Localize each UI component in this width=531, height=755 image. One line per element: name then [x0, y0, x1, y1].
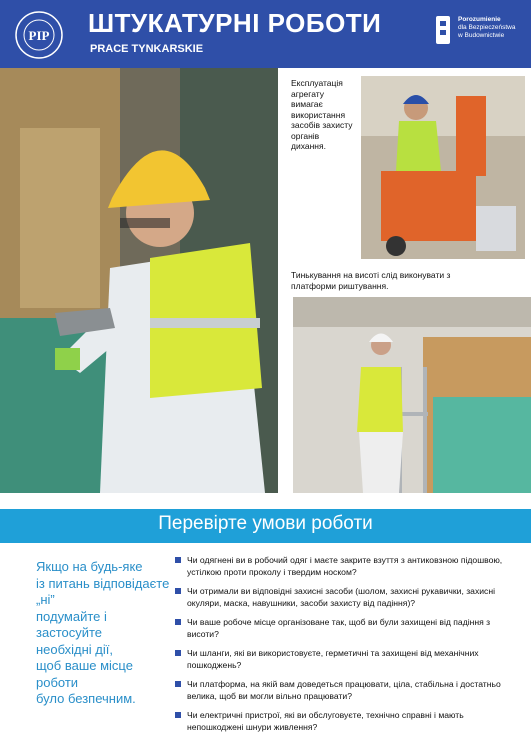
- question-text: Чи ваше робоче місце організоване так, щоб ви були захищені від падіння з висоти?: [187, 617, 491, 639]
- question-text: Чи отримали ви відповідні захисні засоби (шолом, захисні рукавички, захисні окуляри, маска, навушники, засоби захисту від падіння)?: [187, 586, 496, 608]
- brand-line-3: w Budownictwie: [458, 32, 505, 39]
- bullet-icon: [175, 712, 181, 718]
- bullet-icon: [175, 650, 181, 656]
- intro-line-5: щоб ваше місце роботи: [36, 658, 133, 690]
- intro-line-4: необхідні дії,: [36, 641, 114, 657]
- pip-seal-icon: [14, 10, 64, 60]
- list-item: [175, 710, 520, 733]
- photo-worker-plastering: [0, 68, 278, 493]
- caption-scaffold: Тинькування на висоті слід виконувати з платформи риштування.: [291, 270, 451, 291]
- intro-line-2: із питань відповідаєте „ні”: [36, 575, 170, 607]
- page-title: ШТУКАТУРНІ РОБОТИ: [88, 8, 382, 38]
- intro-line-3: подумайте і застосуйте: [36, 608, 107, 640]
- brand-line-2: dla Bezpieczeństwa: [458, 24, 516, 31]
- photo-plaster-machine: [361, 76, 525, 259]
- question-text: Чи платформа, на якій вам доведеться працювати, ціла, стабільна і достатньо велика, щоб ви могли вільно працювати?: [187, 679, 501, 701]
- brand-text: [458, 16, 528, 40]
- bullet-icon: [175, 619, 181, 625]
- bullet-icon: [175, 681, 181, 687]
- bullet-icon: [175, 557, 181, 563]
- question-text: Чи шланги, які ви використовуєте, герметичні та захищені від механічних пошкоджень?: [187, 648, 479, 670]
- building-safety-icon: [432, 12, 454, 48]
- intro-text: [36, 559, 176, 708]
- list-item: [175, 555, 520, 578]
- section-title: Перевірте умови роботи: [158, 513, 373, 534]
- photo-scaffold-worker: [293, 297, 531, 493]
- list-item: [175, 586, 520, 609]
- list-item: [175, 679, 520, 702]
- list-item: [175, 648, 520, 671]
- brand-line-1: Porozumienie: [458, 16, 501, 23]
- bullet-icon: [175, 588, 181, 594]
- caption-breathing-protection: Експлуатація агрегату вимагає використання засобів захисту органів дихання.: [291, 78, 353, 151]
- brand-logo: [432, 12, 524, 50]
- intro-line-1: Якщо на будь-яке: [36, 559, 143, 574]
- list-item: [175, 617, 520, 640]
- question-text: Чи електричні пристрої, які ви обслуговуєте, технічно справні і мають непошкоджені шнури живлення?: [187, 710, 464, 732]
- page-subtitle: PRACE TYNKARSKIE: [90, 43, 204, 55]
- svg-text:PIP: PIP: [28, 28, 50, 43]
- intro-line-6: було безпечним.: [36, 691, 136, 706]
- checklist: [175, 555, 520, 741]
- question-text: Чи одягнені ви в робочий одяг і маєте закрите взуття з антиковзною підошвою, устілкою проти проколу і твердим носком?: [187, 555, 503, 577]
